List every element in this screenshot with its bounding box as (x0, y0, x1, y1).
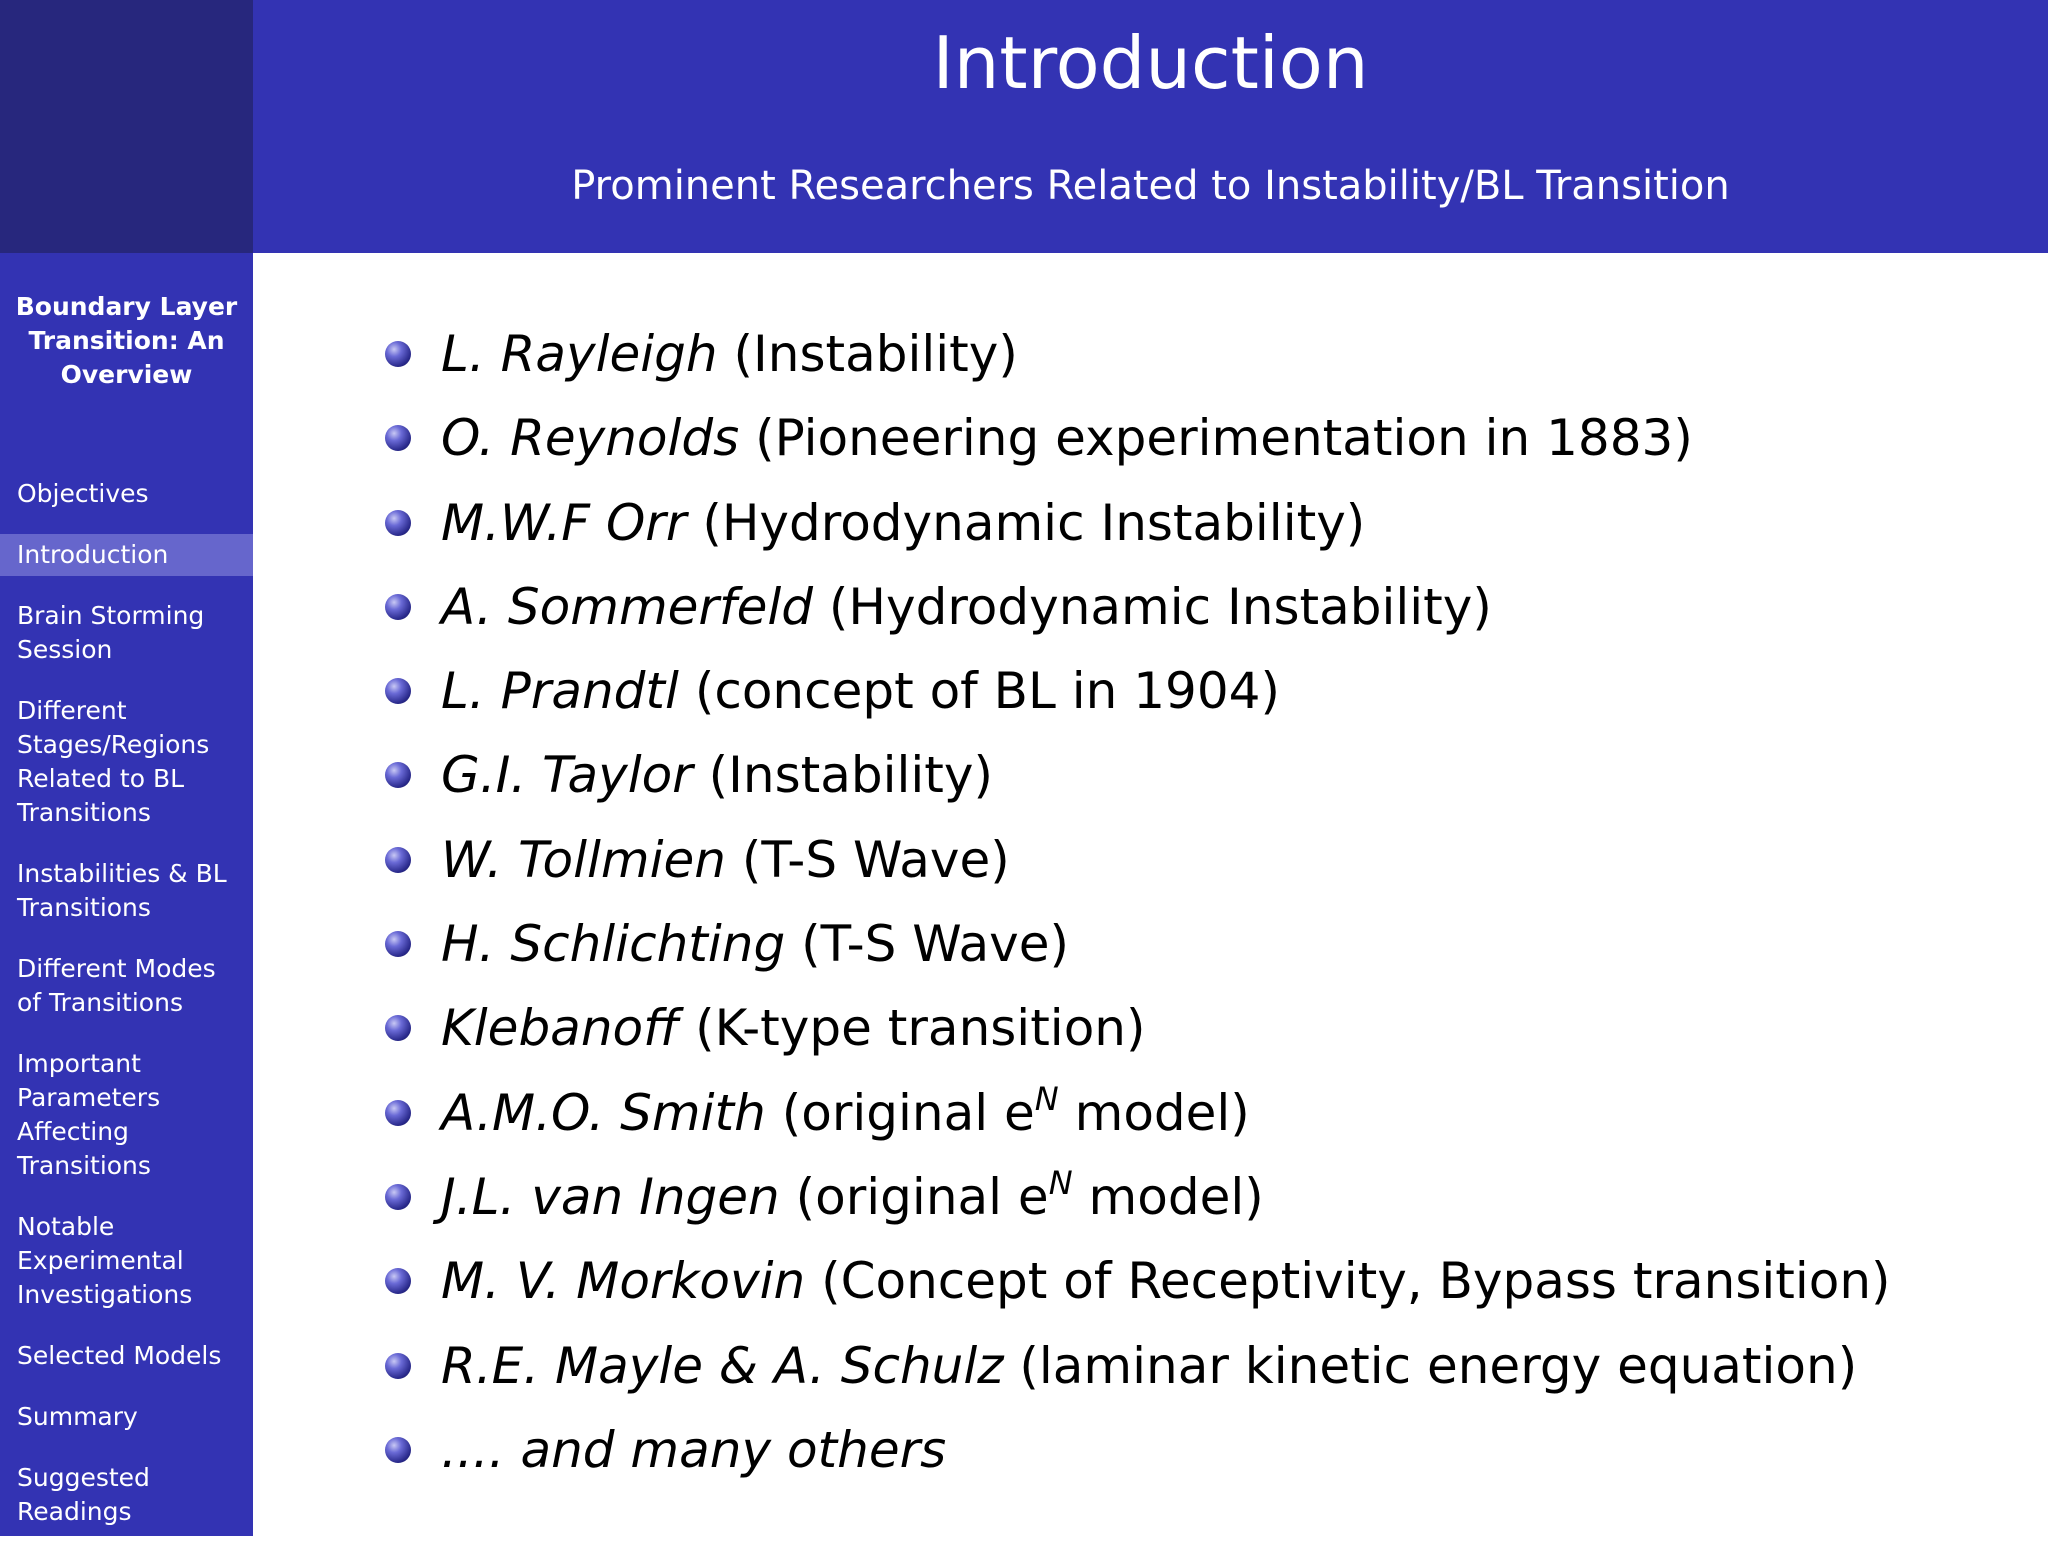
list-item (385, 568, 2035, 652)
list-item-text (441, 315, 1018, 393)
sidebar-item-important-parameters-affecting-transitions[interactable]: Important Parameters Affecting Transitions (17, 1049, 161, 1180)
researcher-note: (T-S Wave) (741, 830, 1010, 889)
list-item (385, 1411, 2035, 1495)
bullet-icon (385, 510, 411, 536)
sidebar-item-notable-experimental-investigations[interactable]: Notable Experimental Investigations (17, 1212, 193, 1309)
sidebar-item-instabilities-bl-transitions[interactable]: Instabilities & BL Transitions (17, 859, 227, 922)
sidebar-item-selected-models[interactable]: Selected Models (17, 1341, 222, 1370)
list-item-text (441, 484, 1365, 562)
researcher-note: (Concept of Receptivity, Bypass transition) (821, 1252, 1891, 1311)
list-item (385, 315, 2035, 399)
researcher-name: R.E. Mayle & A. Schulz (441, 1336, 1004, 1395)
researcher-name: L. Rayleigh (441, 325, 718, 383)
list-item (385, 484, 2035, 568)
bullet-icon (385, 1015, 411, 1041)
researcher-note: (T-S Wave) (801, 915, 1069, 974)
researcher-note: (Instability) (733, 325, 1018, 383)
list-item-text (441, 399, 1693, 477)
deck-title: Boundary Layer Transition: An Overview (15, 292, 238, 389)
researcher-note: (laminar kinetic energy equation) (1019, 1336, 1858, 1395)
bullet-icon (385, 931, 411, 957)
sidebar-item-different-modes-of-transitions[interactable]: Different Modes of Transitions (17, 954, 216, 1017)
superscript: N (1048, 1163, 1073, 1202)
researcher-note: (K-type transition) (695, 999, 1146, 1058)
researcher-note: model) (1072, 1167, 1264, 1226)
researcher-note: model) (1058, 1083, 1250, 1142)
superscript: N (1034, 1079, 1059, 1118)
list-item-text (441, 905, 1069, 983)
researcher-name: Klebanoff (441, 999, 680, 1058)
researcher-name: G.I. Taylor (441, 746, 693, 805)
researcher-list (385, 315, 2035, 1495)
researcher-name: J.L. van Ingen (441, 1167, 780, 1226)
list-item-text (441, 1074, 1250, 1152)
list-item (385, 1074, 2035, 1158)
researcher-note: (original e (795, 1167, 1049, 1226)
sidebar (0, 253, 253, 1536)
bullet-icon (385, 341, 411, 367)
list-item-text (441, 736, 993, 814)
sidebar-item-brain-storming-session[interactable]: Brain Storming Session (17, 601, 205, 664)
sidebar-item-suggested-readings[interactable]: Suggested Readings (17, 1463, 150, 1526)
list-item (385, 1242, 2035, 1326)
bullet-icon (385, 1437, 411, 1463)
list-item (385, 1158, 2035, 1242)
researcher-name: O. Reynolds (441, 409, 740, 468)
list-item-text (441, 652, 1280, 730)
bullet-icon (385, 1268, 411, 1294)
list-item (385, 989, 2035, 1073)
list-item-text (441, 1411, 946, 1489)
list-item-text (441, 821, 1010, 899)
researcher-note: (Hydrodynamic Instability) (828, 577, 1492, 636)
bullet-icon (385, 1184, 411, 1210)
bullet-icon (385, 594, 411, 620)
researcher-note: (Instability) (708, 746, 993, 805)
sidebar-item-objectives[interactable]: Objectives (17, 479, 149, 508)
sidebar-nav (0, 473, 253, 1552)
researcher-name: M. V. Morkovin (441, 1252, 806, 1311)
researcher-note: (concept of BL in 1904) (694, 662, 1280, 721)
list-item-text (441, 1158, 1264, 1236)
list-item (385, 652, 2035, 736)
researcher-note: (Hydrodynamic Instability) (702, 493, 1366, 552)
researcher-note: (Pioneering experimentation in 1883) (755, 409, 1693, 468)
researcher-name: H. Schlichting (441, 915, 786, 974)
bullet-icon (385, 847, 411, 873)
researcher-name: L. Prandtl (441, 662, 679, 721)
researcher-name: A. Sommerfeld (441, 577, 813, 636)
bullet-icon (385, 678, 411, 704)
list-item (385, 736, 2035, 820)
slide-title: Introduction (932, 21, 1369, 105)
list-item-text (441, 1242, 1891, 1320)
sidebar-item-different-stages-regions-related-to-bl-transitions[interactable]: Different Stages/Regions Related to BL Transitions (17, 696, 210, 827)
list-item (385, 1327, 2035, 1411)
list-item-text (441, 1327, 1857, 1405)
sidebar-item-introduction[interactable]: Introduction (0, 534, 253, 576)
bullet-icon (385, 425, 411, 451)
list-item-text (441, 568, 1492, 646)
bullet-icon (385, 1353, 411, 1379)
bullet-icon (385, 762, 411, 788)
slide-header (253, 0, 2048, 253)
sidebar-item-summary[interactable]: Summary (17, 1402, 138, 1431)
list-item-text (441, 989, 1145, 1067)
bullet-icon (385, 1100, 411, 1126)
header-corner (0, 0, 253, 253)
list-item (385, 821, 2035, 905)
researcher-name: A.M.O. Smith (441, 1083, 766, 1142)
researcher-note: (original e (781, 1083, 1035, 1142)
researcher-name: W. Tollmien (441, 830, 726, 889)
list-item (385, 399, 2035, 483)
slide-content (253, 253, 2048, 1536)
researcher-name: .... and many others (441, 1420, 947, 1479)
list-item (385, 905, 2035, 989)
slide-subtitle: Prominent Researchers Related to Instability/BL Transition (571, 163, 1730, 209)
researcher-name: M.W.F Orr (441, 493, 687, 552)
